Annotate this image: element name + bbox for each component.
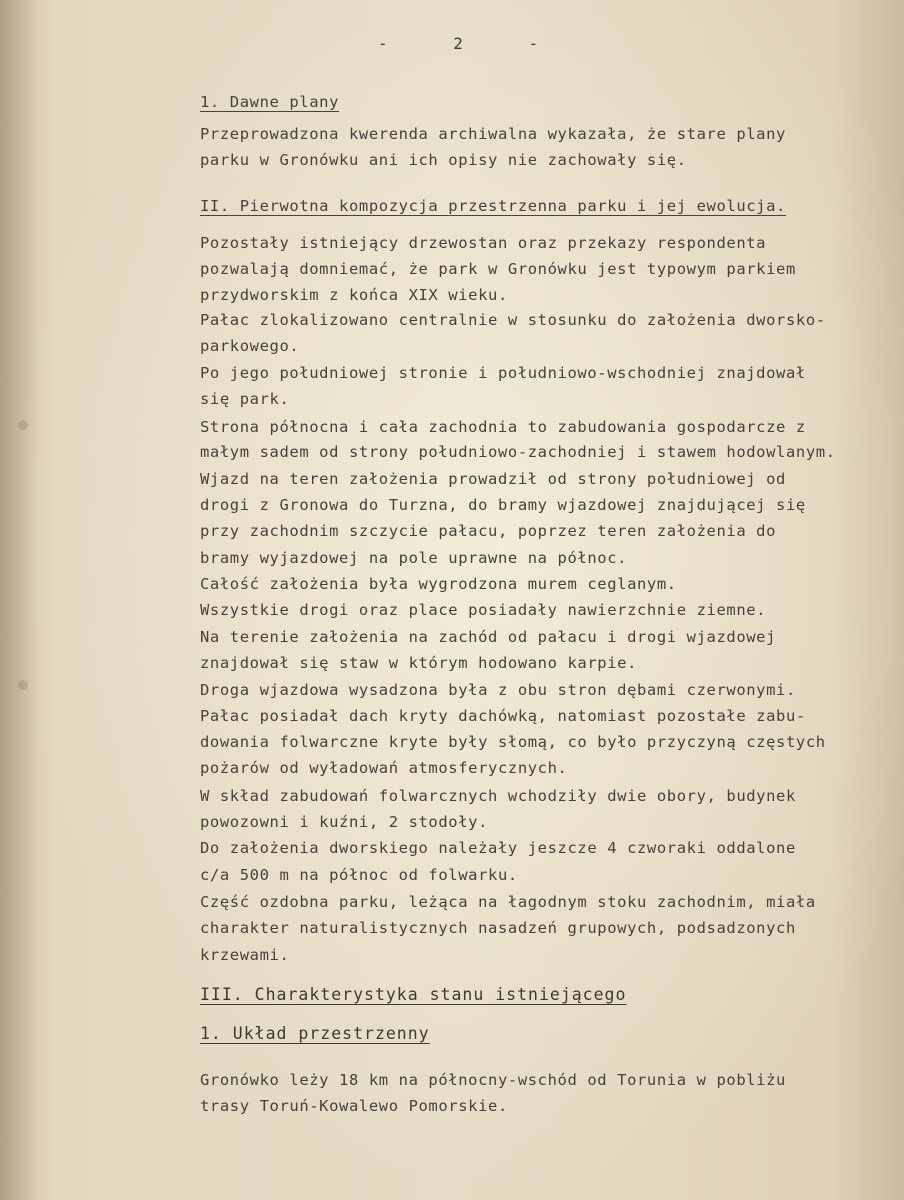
- text-line: przy zachodnim szczycie pałacu, poprzez teren założenia do: [200, 522, 777, 540]
- page-number: - 2 -: [378, 34, 567, 53]
- text-line: Pałac zlokalizowano centralnie w stosunku do założenia dworsko-: [200, 311, 826, 329]
- page-edge-shadow: [0, 0, 38, 1200]
- text-line: Strona północna i cała zachodnia to zabudowania gospodarcze z: [200, 418, 806, 436]
- section-heading-dawne-plany: 1. Dawne plany: [200, 93, 340, 111]
- text-line: Po jego południowej stronie i południowo-wschodniej znajdował: [200, 364, 806, 382]
- text-line: Pałac posiadał dach kryty dachówką, natomiast pozostałe zabu-: [200, 707, 806, 725]
- punch-hole-mark: [18, 420, 28, 430]
- text-line: Na terenie założenia na zachód od pałacu i drogi wjazdowej: [200, 628, 777, 646]
- punch-hole-mark: [18, 680, 28, 690]
- text-line: parku w Gronówku ani ich opisy nie zachowały się.: [200, 151, 687, 169]
- text-line: parkowego.: [200, 337, 300, 355]
- text-line: znajdował się staw w którym hodowano karpie.: [200, 654, 637, 672]
- text-line: małym sadem od strony południowo-zachodniej i stawem hodowlanym.: [200, 443, 836, 461]
- text-line: Część ozdobna parku, leżąca na łagodnym stoku zachodnim, miała: [200, 893, 816, 911]
- text-line: W skład zabudowań folwarcznych wchodziły dwie obory, budynek: [200, 787, 796, 805]
- text-line: Przeprowadzona kwerenda archiwalna wykazała, że stare plany: [200, 125, 786, 143]
- text-line: pozwalają domniemać, że park w Gronówku jest typowym parkiem: [200, 260, 796, 278]
- text-line: Wszystkie drogi oraz place posiadały nawierzchnie ziemne.: [200, 601, 767, 619]
- text-line: Całość założenia była wygrodzona murem ceglanym.: [200, 575, 677, 593]
- text-line: Droga wjazdowa wysadzona była z obu stron dębami czerwonymi.: [200, 681, 796, 699]
- text-line: powozowni i kuźni, 2 stodoły.: [200, 813, 489, 831]
- text-line: Pozostały istniejący drzewostan oraz przekazy respondenta: [200, 234, 767, 252]
- text-line: charakter naturalistycznych nasadzeń grupowych, podsadzonych: [200, 919, 796, 937]
- text-line: Gronówko leży 18 km na północny-wschód od Torunia w pobliżu: [200, 1071, 786, 1089]
- text-line: trasy Toruń-Kowalewo Pomorskie.: [200, 1097, 508, 1115]
- text-line: Wjazd na teren założenia prowadził od strony południowej od: [200, 470, 786, 488]
- section-heading-pierwotna-kompozycja: II. Pierwotna kompozycja przestrzenna parku i jej ewolucja.: [200, 197, 786, 215]
- text-line: bramy wyjazdowej na pole uprawne na północ.: [200, 549, 628, 567]
- section-heading-charakterystyka: III. Charakterystyka stanu istniejącego: [200, 985, 627, 1004]
- text-line: drogi z Gronowa do Turzna, do bramy wjazdowej znajdującej się: [200, 496, 806, 514]
- text-line: Do założenia dworskiego należały jeszcze 4 czworaki oddalone: [200, 839, 796, 857]
- text-line: krzewami.: [200, 946, 290, 964]
- text-line: pożarów od wyładowań atmosferycznych.: [200, 759, 568, 777]
- text-line: się park.: [200, 390, 290, 408]
- text-line: dowania folwarczne kryte były słomą, co było przyczyną częstych: [200, 733, 826, 751]
- text-line: przydworskim z końca XIX wieku.: [200, 286, 508, 304]
- subsection-heading-uklad-przestrzenny: 1. Układ przestrzenny: [200, 1024, 430, 1043]
- text-line: c/a 500 m na północ od folwarku.: [200, 866, 518, 884]
